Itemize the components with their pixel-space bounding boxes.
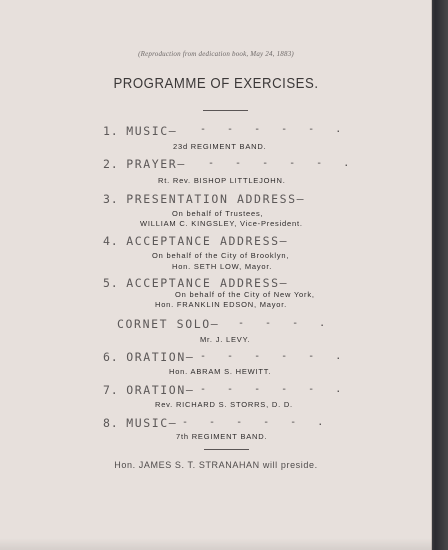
item-2-heading (103, 157, 186, 171)
item-3-label: PRESENTATION ADDRESS— (126, 192, 306, 206)
item-2-number: 2. (103, 157, 119, 171)
title-divider (203, 110, 248, 111)
item-8-heading (103, 416, 177, 430)
item-5-label: ACCEPTANCE ADDRESS— (126, 276, 289, 290)
item-7-heading (103, 383, 194, 397)
item-7-label: ORATION— (126, 383, 195, 397)
item-8-number: 8. (103, 416, 119, 430)
item-6-leader-dots: - - - - - . (200, 351, 342, 362)
item-5-line-2: Hon. FRANKLIN EDSON, Mayor. (155, 300, 288, 309)
cornet-solo-leader-dots: - - - . (238, 318, 326, 329)
item-8-leader-dots: - - - - - . (182, 417, 324, 428)
item-3-line-1: On behalf of Trustees, (172, 209, 264, 218)
item-6-number: 6. (103, 350, 119, 364)
item-8-label: MUSIC— (126, 416, 178, 430)
page-title: PROGRAMME OF EXERCISES. (113, 75, 319, 92)
item-5-heading (103, 276, 288, 290)
item-3-heading (103, 192, 305, 206)
reproduction-note: (Reproduction from dedication book, May 24, 1883) (138, 50, 294, 58)
item-5-number: 5. (103, 276, 119, 290)
item-4-label: ACCEPTANCE ADDRESS— (126, 234, 289, 248)
cornet-solo-line-1: Mr. J. LEVY. (200, 335, 251, 344)
item-7-leader-dots: - - - - - . (200, 384, 342, 395)
item-5-line-1: On behalf of the City of New York, (175, 290, 315, 299)
item-7-number: 7. (103, 383, 119, 397)
item-4-line-2: Hon. SETH LOW, Mayor. (172, 262, 273, 271)
page-edge (432, 0, 448, 550)
item-1-line-1: 23d REGIMENT BAND. (173, 142, 267, 151)
page-bottom-shadow (0, 538, 432, 550)
item-1-label: MUSIC— (126, 124, 178, 138)
item-4-number: 4. (103, 234, 119, 248)
item-3-number: 3. (103, 192, 119, 206)
item-3-line-2: WILLIAM C. KINGSLEY, Vice-President. (140, 219, 303, 228)
item-1-number: 1. (103, 124, 119, 138)
item-1-heading (103, 124, 177, 138)
item-2-label: PRAYER— (126, 157, 186, 171)
presiding-officer-note: Hon. JAMES S. T. STRANAHAN will preside. (114, 460, 318, 470)
cornet-solo-heading (117, 317, 219, 331)
item-4-heading (103, 234, 288, 248)
item-1-leader-dots: - - - - - . (200, 124, 342, 135)
item-4-line-1: On behalf of the City of Brooklyn, (152, 251, 290, 260)
cornet-solo-label: CORNET SOLO— (117, 317, 220, 331)
item-7-line-1: Rev. RICHARD S. STORRS, D. D. (155, 400, 293, 409)
closing-divider (204, 449, 249, 450)
item-6-heading (103, 350, 194, 364)
item-2-leader-dots: - - - - - . (208, 158, 350, 169)
item-8-line-1: 7th REGIMENT BAND. (176, 432, 268, 441)
item-6-line-1: Hon. ABRAM S. HEWITT. (169, 367, 272, 376)
item-6-label: ORATION— (126, 350, 195, 364)
item-2-line-1: Rt. Rev. BISHOP LITTLEJOHN. (158, 176, 286, 185)
